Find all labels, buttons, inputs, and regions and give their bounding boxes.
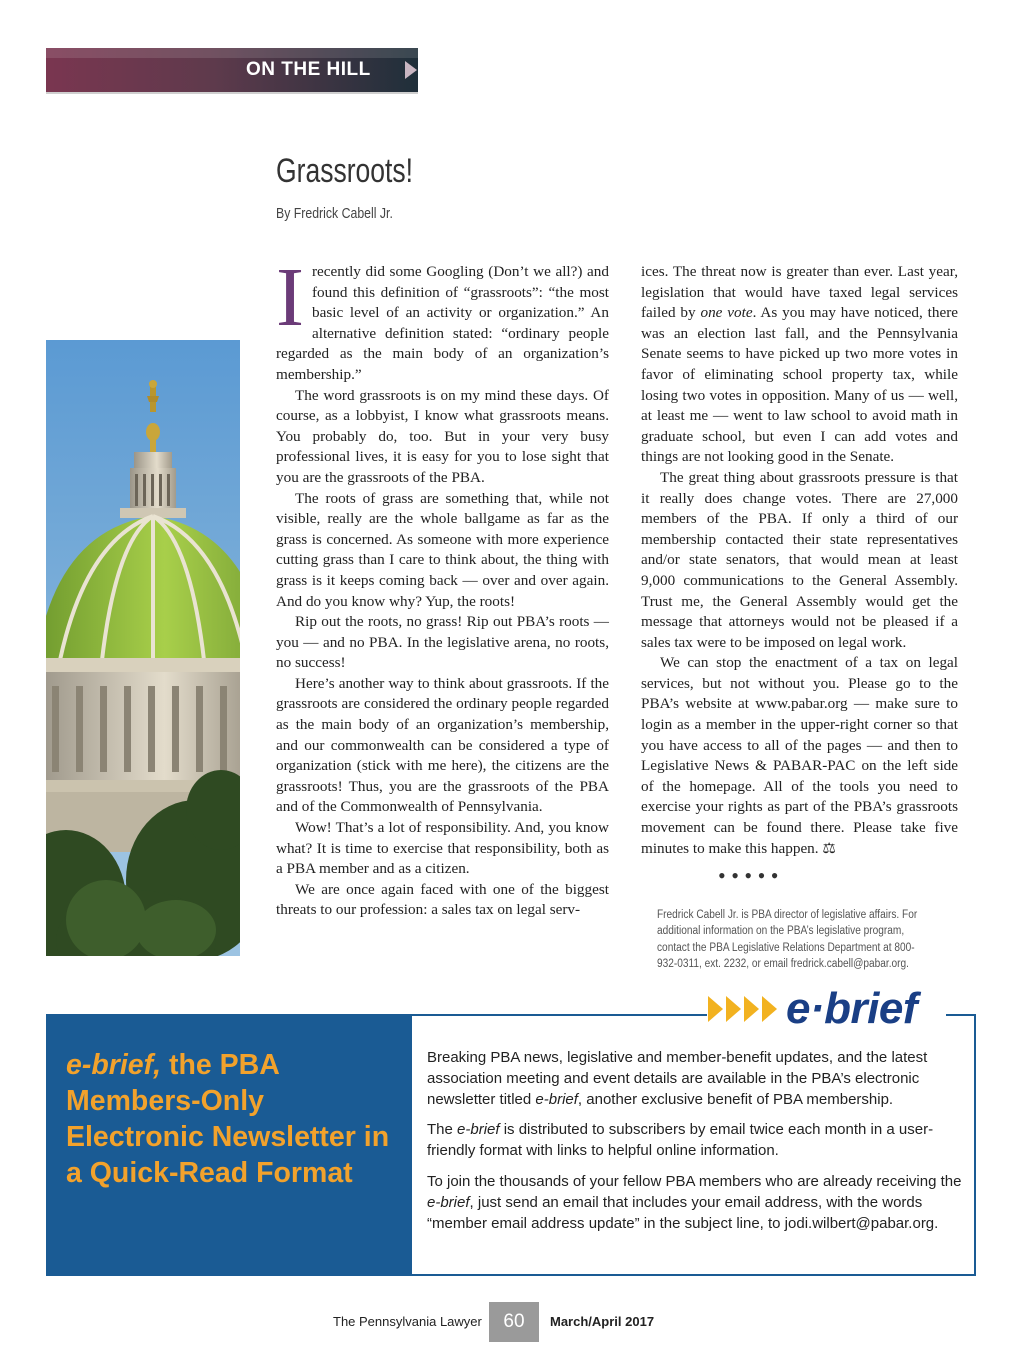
text-run: We can stop the enactment of a tax on legal services, but not without you. Please go to the PBA’s website at www.pabar.org — make sure to login as a member in the upper-right corner so that you have access to all of the pages — and then to Legislative News & PABAR-PAC on the left side of the homepage. All of the tools you need to exercise your rights as part of the PBA’s grassroots movement can be found there. Please take five minutes to make this happen. <box>641 654 958 857</box>
paragraph <box>427 1120 967 1162</box>
emphasis: e-brief <box>457 1121 500 1139</box>
capitol-dome-photo <box>46 340 240 956</box>
text-run: ices. The threat now is greater than ever. Last year, legislation that would have taxed legal services failed by <box>641 263 958 322</box>
chevron-right-icon <box>708 996 723 1022</box>
text-run: , just send an email that includes your email address, with the words “member email address update” in the subject line, to jodi.wilbert@pabar.org. <box>427 1193 939 1232</box>
page-number: 60 <box>489 1302 539 1342</box>
paragraph: The roots of grass are something that, while not visible, really are the whole ballgame as far as the grass is concerned. As someone with more experience cutting grass than I care to think about, the thing with grass is it keeps coming back — over and over again. And do you know why? Yup, the roots! <box>276 489 609 610</box>
emphasis: one vote <box>700 304 753 322</box>
chevron-right-icon <box>726 996 741 1022</box>
text-run: Breaking PBA news, legislative and member-benefit updates, and the latest association meeting and event details are available in the PBA’s electronic newsletter titled <box>427 1049 928 1108</box>
paragraph: The great thing about grassroots pressure is that it really does change votes. There are 27,000 members of the PBA. If only a third of our membership contacted their state representatives and/or state senators, that would mean at least 9,000 communications to the General Assembly. Trust me, the General Assembly would get the message that attorneys would not be pleased if a sales tax were to be imposed on legal work. <box>641 468 958 651</box>
chevron-right-icon <box>744 996 759 1022</box>
header-rule <box>46 92 418 94</box>
frame-top-rule <box>946 1014 976 1016</box>
paragraph: Rip out the roots, no grass! Rip out PBA’s roots — you — and no PBA. In the legislative arena, no roots, no success! <box>276 613 609 672</box>
article-column-1 <box>276 251 609 921</box>
article-column-2 <box>641 262 958 859</box>
emphasis: e-brief, <box>66 1049 162 1081</box>
section-header-tab <box>46 48 418 92</box>
chevron-right-icon <box>762 996 777 1022</box>
byline: By Fredrick Cabell Jr. <box>276 205 393 222</box>
ebrief-logo-text: e·brief <box>786 984 917 1033</box>
text-run: is distributed to subscribers by email twice each month in a user-friendly format with links to helpful online information. <box>427 1121 934 1160</box>
paragraph: We are once again faced with one of the biggest threats to our profession: a sales tax on legal serv- <box>276 880 609 919</box>
paragraph: Here’s another way to think about grassroots. If the grassroots are considered the ordinary people regarded as the main body of an organization’s membership, and our commonwealth can be considered a type of organization (stick with me here), the citizens are the grassroots! Thus, you are the grassroots of the PBA and of the Commonwealth of Pennsylvania. <box>276 674 609 816</box>
emphasis: e-brief <box>427 1193 470 1211</box>
emphasis: e-brief <box>535 1090 578 1108</box>
section-label: ON THE HILL <box>246 59 371 80</box>
issue-date: March/April 2017 <box>550 1314 655 1329</box>
author-bio: Fredrick Cabell Jr. is PBA director of legislative affairs. For additional information on the PBA’s legislative program, contact the PBA Legislative Relations Department at 800-932-0311, ext. 2232, or email fredrick.cabell@pabar.org. <box>657 909 918 970</box>
page-footer <box>0 1302 1024 1342</box>
frame-top-rule <box>412 1014 707 1016</box>
publication-name: The Pennsylvania Lawyer <box>333 1314 482 1329</box>
paragraph: recently did some Googling (Don’t we all?) and found this definition of “grassroots”: “the most basic level of an activity or organization.” An alternative definition stated: “ordinary people regarded as the main body of an organization’s membership.” <box>276 263 609 383</box>
text-run: , another exclusive benefit of PBA membership. <box>577 1090 894 1108</box>
text-run: the PBA Members-Only Electronic Newsletter in a Quick-Read Format <box>66 1049 390 1189</box>
text-run: . As you may have noticed, there was an election last fall, and the Pennsylvania Senate seems to have picked up two more votes in favor of eliminating school property tax, while losing two votes in opposition. Many of us — well, at least me — went to law school to avoid math in graduate school, but even I can add votes and things are not looking good in the Senate. <box>641 304 959 466</box>
paragraph: Wow! That’s a lot of responsibility. And, you know what? It is time to exercise that responsibility, both as a PBA member and as a citizen. <box>276 819 609 878</box>
article-title: Grassroots! <box>276 152 414 190</box>
drop-cap: I <box>276 251 304 344</box>
ebrief-description <box>427 1048 967 1244</box>
paragraph <box>641 262 958 468</box>
section-separator <box>718 863 779 888</box>
paragraph <box>427 1048 967 1110</box>
paragraph <box>427 1172 967 1234</box>
paragraph <box>641 653 958 859</box>
text-run: The <box>427 1121 458 1139</box>
text-run: To join the thousands of your fellow PBA members who are already receiving the <box>427 1172 962 1190</box>
paragraph: The word grassroots is on my mind these days. Of course, as a lobbyist, I know what grassroots means. You probably do, too. But in your very busy professional lives, it is easy for you to lose sight that you are the grassroots of the PBA. <box>276 386 609 486</box>
separator-dots: • • • • • <box>718 863 779 888</box>
ebrief-headline <box>66 1047 406 1191</box>
scales-icon: ⚖ <box>822 839 836 857</box>
ebrief-logo <box>708 986 917 1032</box>
chevron-right-icon <box>405 61 417 79</box>
capitol-dome-illustration <box>46 340 240 956</box>
